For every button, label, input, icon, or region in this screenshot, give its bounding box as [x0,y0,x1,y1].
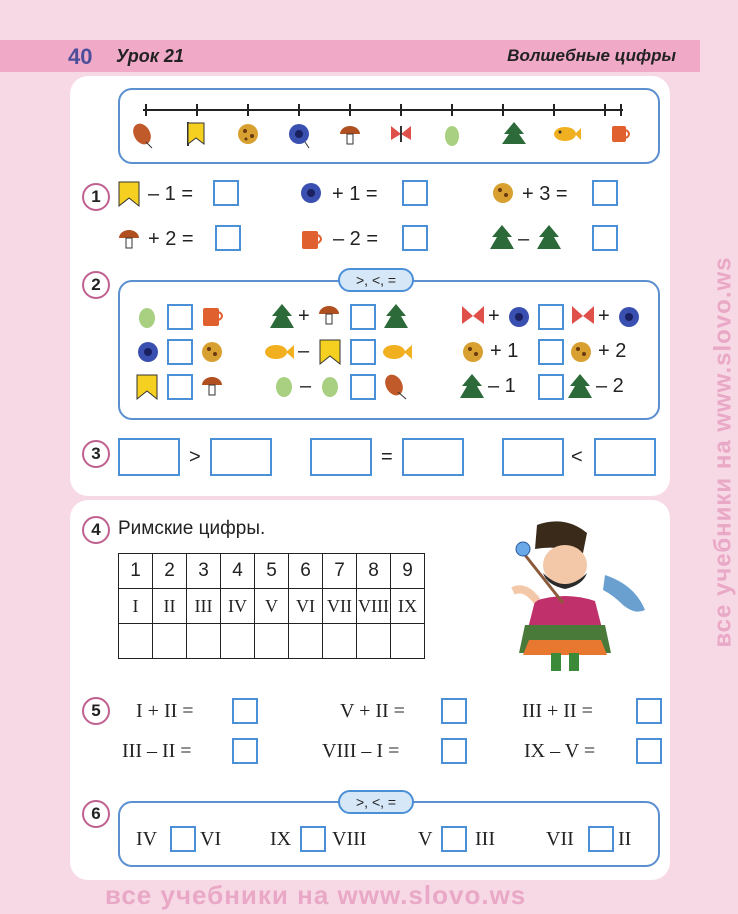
plus-sign: + [598,305,610,327]
roman-right: VIII [332,828,367,850]
answer-box[interactable] [636,738,662,764]
cookie-icon [460,339,486,365]
task1-op: – [518,228,530,250]
wizard-illustration [495,515,665,680]
tree-icon [488,223,516,251]
answer-box[interactable] [636,698,662,724]
task1-op: + 3 = [522,183,568,205]
answer-box[interactable] [441,738,467,764]
roman-left: IV [136,828,158,850]
answer-box[interactable] [538,374,564,400]
flag-icon [135,373,159,401]
flag-icon [188,122,204,146]
task-number: 5 [82,697,110,725]
pear-balloon-icon [130,120,155,148]
arabic-row: 1 2 3 4 5 6 7 8 9 [119,554,425,589]
plus-sign: + [488,305,500,327]
answer-box[interactable] [441,826,467,852]
answer-box[interactable] [588,826,614,852]
answer-box[interactable] [213,180,239,206]
minus-one: – 1 [488,375,516,397]
fish-icon [380,340,414,364]
answer-box[interactable] [402,438,464,476]
answer-box[interactable] [167,304,193,330]
cup-icon [612,126,629,142]
task4-title: Римские цифры. [118,518,266,539]
cup-icon [199,302,227,330]
task-number: 2 [82,271,110,299]
roman-left: VII [546,828,574,850]
tree-icon [268,302,296,330]
answer-box[interactable] [118,438,180,476]
task-number: 6 [82,800,110,828]
equals-sign: = [381,446,393,468]
compare-signs-pill: >, <, = [338,790,414,814]
answer-box[interactable] [441,698,467,724]
flag-icon [117,180,141,208]
roman-table [118,553,425,659]
greater-sign: > [189,446,201,468]
task1-op: – 1 = [148,183,194,205]
answer-box[interactable] [215,225,241,251]
mushroom-icon [199,373,225,399]
less-sign: < [571,446,583,468]
answer-box[interactable] [592,225,618,251]
answer-box[interactable] [170,826,196,852]
answer-box[interactable] [502,438,564,476]
answer-box[interactable] [350,374,376,400]
answer-box[interactable] [402,180,428,206]
answer-box[interactable] [538,304,564,330]
answer-box[interactable] [167,339,193,365]
task-number: 3 [82,440,110,468]
flower-icon [616,304,642,330]
cookie-icon [568,339,594,365]
task5-expr: IX – V = [524,740,596,762]
answer-box[interactable] [232,738,258,764]
topic-title: Волшебные цифры [507,46,676,65]
roman-right: VI [200,828,222,850]
page-number: 40 [68,44,93,69]
task1-op: – 2 = [333,228,379,250]
watermark-bottom: все учебники на www.slovo.ws [105,880,527,910]
task-number: 1 [82,183,110,211]
answer-box[interactable] [592,180,618,206]
flower-icon [289,124,309,148]
task5-expr: I + II = [136,700,194,722]
answer-box[interactable] [538,339,564,365]
roman-right: III [475,828,495,850]
fish-icon [554,127,581,141]
lesson-title: Урок 21 [116,46,184,66]
pear-icon [318,373,342,399]
watermark-side: все учебники на www.slovo.ws [709,256,737,648]
answer-box[interactable] [402,225,428,251]
butterfly-icon [570,304,596,328]
task5-expr: V + II = [340,700,405,722]
plus-two: + 2 [598,340,627,362]
task5-expr: VIII – I = [322,740,400,762]
flower-icon [135,339,161,365]
answer-box[interactable] [232,698,258,724]
cup-icon [298,225,326,253]
roman-row: I II III IV V VI VII VIII IX [119,589,425,624]
number-line [118,88,658,162]
task5-expr: III + II = [522,700,593,722]
task-number: 4 [82,516,110,544]
cookie-icon [490,180,516,206]
plus-one: + 1 [490,340,519,362]
answer-box[interactable] [210,438,272,476]
pear-icon [272,373,296,399]
answer-box[interactable] [310,438,372,476]
minus-sign: – [300,375,312,397]
mushroom-icon [340,126,360,144]
tree-icon [502,122,526,144]
tree-icon [458,372,486,400]
task1-op: + 2 = [148,228,194,250]
answer-box[interactable] [594,438,656,476]
mushroom-icon [116,226,142,252]
roman-right: II [618,828,632,850]
minus-sign: – [298,340,310,362]
answer-box[interactable] [350,304,376,330]
pear-icon [135,304,159,330]
tree-icon [566,372,594,400]
flag-icon [318,338,342,366]
answer-box[interactable] [350,339,376,365]
answer-box[interactable] [300,826,326,852]
task1-op: + 1 = [332,183,378,205]
tree-icon [535,223,563,251]
plus-sign: + [298,305,310,327]
roman-left: IX [270,828,292,850]
fish-icon [262,340,296,364]
butterfly-icon [391,126,411,142]
pear-icon [445,126,459,146]
compare-signs-pill: >, <, = [338,268,414,292]
cookie-icon [238,124,258,144]
flower-icon [298,180,324,206]
pear-balloon-icon [382,372,410,402]
mushroom-icon [316,302,342,328]
task5-expr: III – II = [122,740,192,762]
cookie-icon [199,339,225,365]
answer-box[interactable] [167,374,193,400]
roman-left: V [418,828,433,850]
tree-icon [382,302,410,330]
butterfly-icon [460,304,486,328]
flower-icon [506,304,532,330]
minus-two: – 2 [596,375,624,397]
empty-row [119,624,425,659]
